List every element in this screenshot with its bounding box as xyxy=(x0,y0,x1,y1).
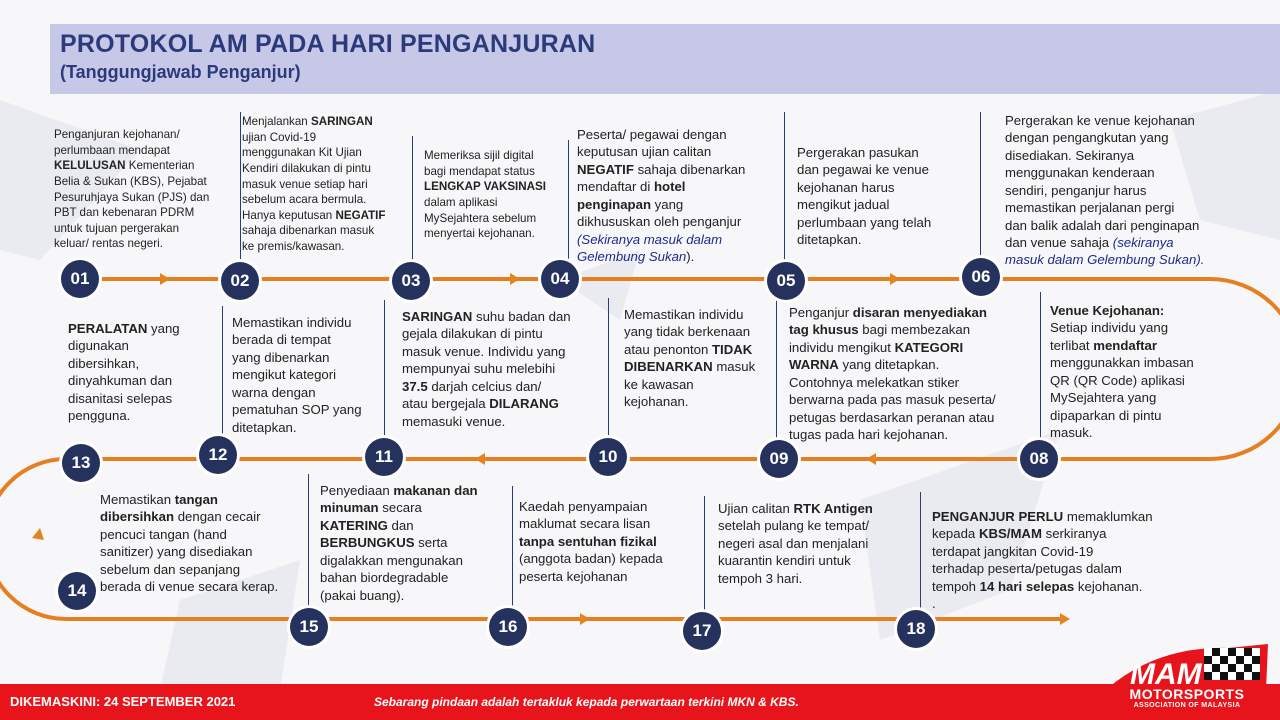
connector-11 xyxy=(384,300,385,438)
step-04-text: Peserta/ pegawai dengan keputusan ujian calitan NEGATIF sahaja dibenarkan mendaftar di hotel penginapan yang dikhususkan oleh penganjur (Sekiranya masuk dalam Gelembung Sukan). xyxy=(577,127,746,264)
step-05-text: Pergerakan pasukan dan pegawai ke venue kejohanan harus mengikut jadual perlumbaan yang telah ditetapkan. xyxy=(797,145,932,248)
step-number-06: 06 xyxy=(962,258,1000,296)
step-13-text: PERALATAN yang digunakan dibersihkan, dinyahkuman dan disanitasi selepas pengguna. xyxy=(68,321,180,424)
step-15-text: Penyediaan makanan dan minuman secara KATERING dan BERBUNGKUS serta digalakkan mengunakan bahan biordegradable (pakai buang). xyxy=(320,483,478,603)
step-16-text: Kaedah penyampaian maklumat secara lisan tanpa sentuhan fizikal (anggota badan) kepada peserta kejohanan xyxy=(519,499,663,584)
step-number-17: 17 xyxy=(683,612,721,650)
connector-02 xyxy=(240,112,241,268)
step-number-12: 12 xyxy=(199,436,237,474)
step-number-15: 15 xyxy=(290,608,328,646)
step-number-04: 04 xyxy=(541,260,579,298)
step-09-text: Penganjur disaran menyediakan tag khusus bagi membezakan individu mengikut KATEGORI WARNA yang ditetapkan. Contohnya melekatkan stiker berwarna pada pas masuk peserta/ petugas berdasarkan peranan atau tugas pada hari kejohanan. xyxy=(789,305,996,442)
step-number-18: 18 xyxy=(897,610,935,648)
step-number-01: 01 xyxy=(61,260,99,298)
step-number-16: 16 xyxy=(489,608,527,646)
connector-15 xyxy=(308,474,309,608)
connector-08 xyxy=(1040,292,1041,440)
page-subtitle: (Tanggungjawab Penganjur) xyxy=(60,62,301,82)
step-number-05: 05 xyxy=(767,262,805,300)
step-08-text: Venue Kejohanan: Setiap individu yang terlibat mendaftar menggunakkan imbasan QR (QR Code) aplikasi MySejahtera yang dipaparkan di pintu masuk. xyxy=(1050,303,1194,440)
connector-05 xyxy=(784,112,785,264)
step-number-13: 13 xyxy=(62,444,100,482)
logo-name: MOTORSPORTS xyxy=(1129,686,1245,702)
step-02-text: Menjalankan SARINGAN ujian Covid-19 menggunakan Kit Ujian Kendiri dilakukan di pintu masuk venue setiap hari sebelum acara bermula. Hanya keputusan NEGATIF sahaja dibenarkan masuk ke premis/kawasan. xyxy=(242,115,386,254)
step-number-14: 14 xyxy=(58,572,96,610)
step-number-02: 02 xyxy=(221,262,259,300)
step-03-text: Memeriksa sijil digital bagi mendapat status LENGKAP VAKSINASI dalam aplikasi MySejahtera sebelum menyertai kejohanan. xyxy=(424,149,546,241)
step-12-text: Memastikan individu berada di tempat yang dibenarkan mengikut kategori warna dengan pematuhan SOP yang ditetapkan. xyxy=(232,315,362,435)
amendment-note: Sebarang pindaan adalah tertakluk kepada perwartaan terkini MKN & KBS. xyxy=(374,695,799,709)
step-number-03: 03 xyxy=(392,262,430,300)
connector-12 xyxy=(222,306,223,438)
checkered-flag-icon xyxy=(1204,648,1260,680)
svg-text:MAM: MAM xyxy=(1130,658,1202,691)
connector-09 xyxy=(776,296,777,442)
step-11-text: SARINGAN suhu badan dan gejala dilakukan di pintu masuk venue. Individu yang mempunyai suhu melebihi 37.5 darjah celcius dan/ atau bergejala DILARANG memasuki venue. xyxy=(402,309,571,429)
step-17-text: Ujian calitan RTK Antigen setelah pulang ke tempat/ negeri asal dan menjalani kuarantin kendiri untuk tempoh 3 hari. xyxy=(718,501,873,586)
connector-04 xyxy=(568,140,569,264)
connector-03 xyxy=(412,136,413,266)
connector-10 xyxy=(608,298,609,438)
logo-label xyxy=(1100,686,1274,709)
connector-18 xyxy=(920,492,921,610)
page-title: PROTOKOL AM PADA HARI PENGANJURAN xyxy=(60,30,596,58)
step-14-text: Memastikan tangan dibersihkan dengan cecair pencuci tangan (hand sanitizer) yang disediakan sebelum dan sepanjang berada di venue secara kerap. xyxy=(100,492,279,595)
step-10-text: Memastikan individu yang tidak berkenaan atau penonton TIDAK DIBENARKAN masuk ke kawasan kejohanan. xyxy=(624,307,756,410)
step-number-09: 09 xyxy=(760,440,798,478)
connector-06 xyxy=(980,112,981,262)
step-number-11: 11 xyxy=(365,438,403,476)
connector-17 xyxy=(704,496,705,616)
logo-association: ASSOCIATION OF MALAYSIA xyxy=(1133,702,1241,709)
step-number-10: 10 xyxy=(589,438,627,476)
step-number-08: 08 xyxy=(1020,440,1058,478)
step-01-text: Penganjuran kejohanan/ perlumbaan mendapat KELULUSAN Kementerian Belia & Sukan (KBS), Pejabat Pesuruhjaya Sukan (PJS) dan PBT dan kebenaran PDRM untuk tujuan pergerakan keluar/ rentas negeri. xyxy=(54,128,210,251)
step-18-text: PENGANJUR PERLU memaklumkan kepada KBS/MAM serkiranya terdapat jangkitan Covid-19 terhadap peserta/petugas dalam tempoh 14 hari selepas kejohanan. . xyxy=(932,509,1153,612)
updated-date: DIKEMASKINI: 24 SEPTEMBER 2021 xyxy=(10,694,236,709)
step-06-text: Pergerakan ke venue kejohanan dengan pengangkutan yang disediakan. Sekiranya menggunakan kenderaan sendiri, penganjur harus memastikan perjalanan pergi dan balik adalah dari penginapan dan venue sahaja (sekiranya masuk dalam Gelembung Sukan). xyxy=(1005,113,1205,268)
connector-16 xyxy=(512,486,513,608)
